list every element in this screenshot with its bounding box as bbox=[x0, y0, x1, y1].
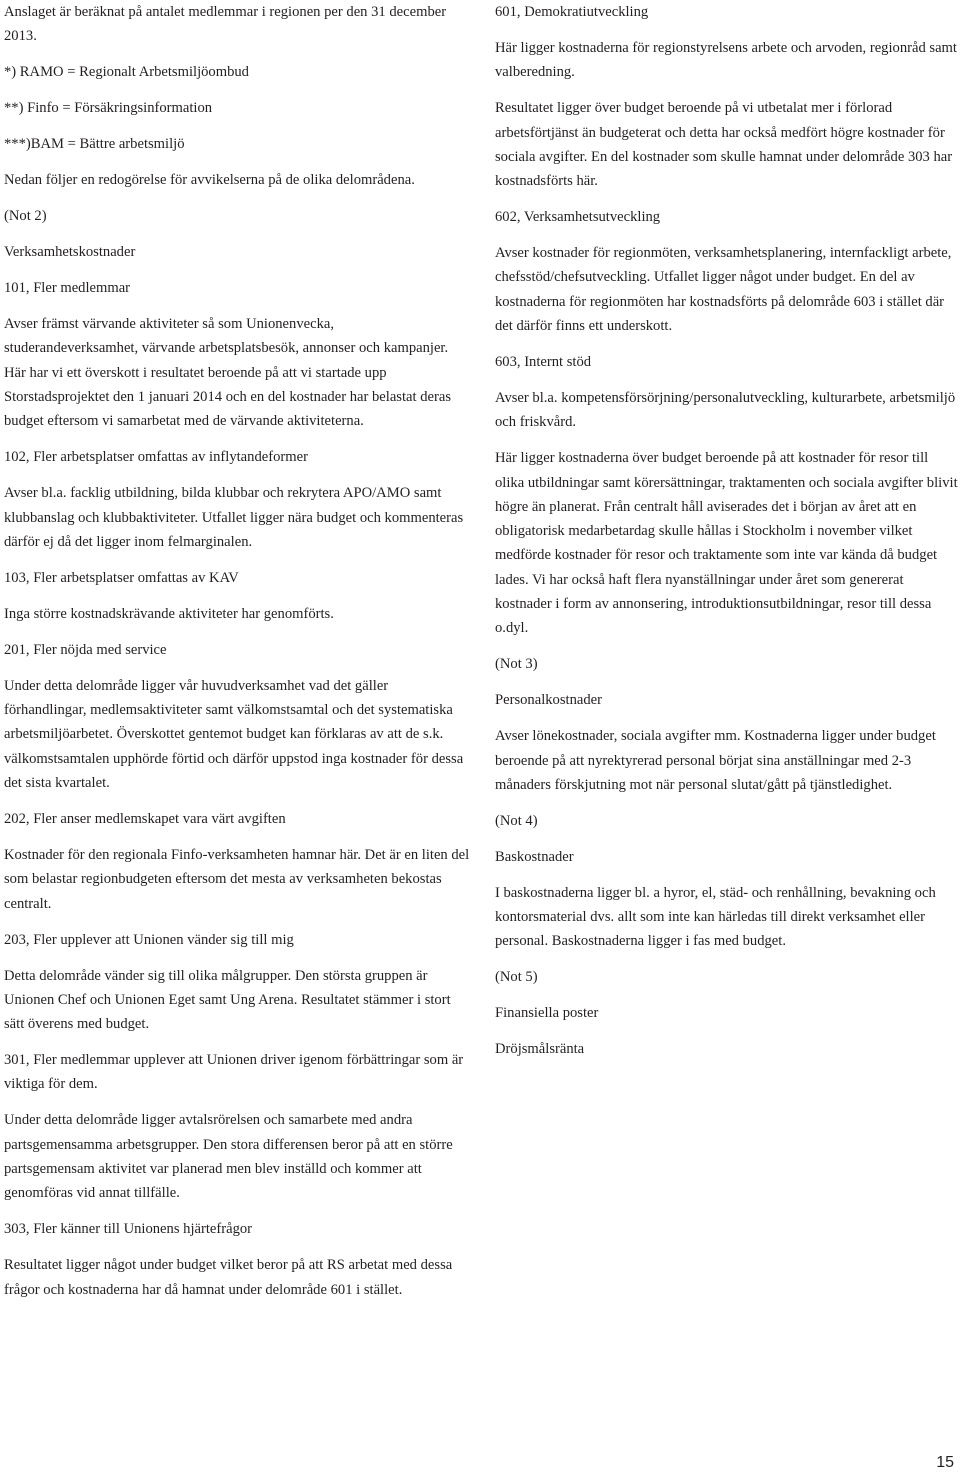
right-text-column bbox=[495, 0, 960, 1073]
paragraph: Dröjsmålsränta bbox=[495, 1041, 585, 1058]
section-heading: Baskostnader bbox=[495, 848, 574, 865]
section-heading: Finansiella poster bbox=[495, 1005, 599, 1022]
note-label: (Not 2) bbox=[4, 208, 47, 225]
paragraph: Avser kostnader för regionmöten, verksamhetsplanering, internfackligt arbete, chefsstöd/chefsutveckling. Utfallet ligger något under budget. En del av kostnaderna för regionmöten har kostnadsförts på delområde 603 i stället där det därför finns ett underskott. bbox=[495, 245, 952, 335]
subsection-heading: 101, Fler medlemmar bbox=[4, 280, 131, 297]
paragraph: Nedan följer en redogörelse för avvikelserna på de olika delområdena. bbox=[4, 172, 415, 189]
subsection-heading: 203, Fler upplever att Unionen vänder sig till mig bbox=[4, 931, 294, 948]
paragraph: Här ligger kostnaderna för regionstyrelsens arbete och arvoden, regionråd samt valberedning. bbox=[495, 39, 957, 81]
note-label: (Not 3) bbox=[495, 656, 538, 673]
paragraph: I baskostnaderna ligger bl. a hyror, el, städ- och renhållning, bevakning och kontorsmaterial dvs. allt som inte kan härledas till direkt verksamhet eller personal. Baskostnaderna ligger i fas med budget. bbox=[495, 884, 936, 950]
subsection-heading: 103, Fler arbetsplatser omfattas av KAV bbox=[4, 569, 239, 586]
subsection-heading: 601, Demokratiutveckling bbox=[495, 4, 649, 20]
note-label: (Not 4) bbox=[495, 812, 538, 829]
note-label: (Not 5) bbox=[495, 969, 538, 986]
left-text-column bbox=[4, 0, 470, 1314]
paragraph: Avser främst värvande aktiviteter så som Unionenvecka, studerandeverksamhet, värvande arbetsplatsbesök, annonser och kampanjer. Här har vi ett överskott i resultatet beroende på att vi startade upp Storstadsprojektet den 1 januari 2014 och en del kostnader har belastat deras budget eftersom vi samarbetat med de värvande aktiviteterna. bbox=[4, 316, 451, 430]
paragraph: Kostnader för den regionala Finfo-verksamheten hamnar här. Det är en liten del som belastar regionbudgeten eftersom det mesta av verksamheten bekostas centralt. bbox=[4, 847, 470, 912]
paragraph: Avser bl.a. facklig utbildning, bilda klubbar och rekrytera APO/AMO samt klubbanslag och klubbaktiviteter. Utfallet ligger nära budget och kommenteras därför ej då det ligger inom felmarginalen. bbox=[4, 485, 464, 550]
paragraph: Resultatet ligger något under budget vilket beror på att RS arbetat med dessa frågor och kostnaderna har då hamnat under delområde 601 i stället. bbox=[4, 1257, 453, 1298]
subsection-heading: 303, Fler känner till Unionens hjärtefrågor bbox=[4, 1221, 253, 1238]
paragraph: Avser lönekostnader, sociala avgifter mm. Kostnaderna ligger under budget beroende på att nyrektyrerad personal börjat sina anställningar med 2-3 månaders förskjutning mot när personal slutat/gått på tjänstledighet. bbox=[495, 728, 936, 793]
paragraph: Resultatet ligger över budget beroende på vi utbetalat mer i förlorad arbetsförtjänst än budgeterat och detta har också medfört högre kostnader för sociala avgifter. En del kostnader som skulle hamnat under delområde 303 har kostnadsförts här. bbox=[495, 100, 953, 190]
subsection-heading: 603, Internt stöd bbox=[495, 354, 592, 370]
subsection-heading: 102, Fler arbetsplatser omfattas av inflytandeformer bbox=[4, 449, 308, 466]
paragraph: **) Finfo = Försäkringsinformation bbox=[4, 100, 213, 117]
subsection-heading: 201, Fler nöjda med service bbox=[4, 641, 167, 658]
paragraph: Under detta delområde ligger avtalsrörelsen och samarbete med andra partsgemensamma arbetsgrupper. Den stora differensen beror på att en större partsgemensam aktivitet var planerad men blev inställd och kommer att genomföras vid annat tillfälle. bbox=[4, 1112, 453, 1202]
paragraph: ***)BAM = Bättre arbetsmiljö bbox=[4, 136, 185, 153]
subsection-heading: 301, Fler medlemmar upplever att Unionen driver igenom förbättringar som är viktiga för dem. bbox=[4, 1052, 464, 1093]
page-number: 15 bbox=[936, 1454, 954, 1471]
paragraph: Inga större kostnadskrävande aktiviteter har genomförts. bbox=[4, 605, 334, 622]
paragraph: Avser bl.a. kompetensförsörjning/personalutveckling, kulturarbete, arbetsmiljö och friskvård. bbox=[495, 389, 956, 431]
section-heading: Verksamhetskostnader bbox=[4, 244, 136, 261]
paragraph: Anslaget är beräknat på antalet medlemmar i regionen per den 31 december 2013. bbox=[4, 4, 447, 45]
paragraph: Under detta delområde ligger vår huvudverksamhet vad det gäller förhandlingar, medlemsaktiviteter samt välkomstsamtal och det systematiska arbetsmiljöarbetet. Överskottet gentemot budget kan förklaras av att de s.k. välkomstsamtalen upphörde förtid och därför uppstod inga kostnader för dessa det sista kvartalet. bbox=[4, 677, 464, 792]
section-heading: Personalkostnader bbox=[495, 692, 602, 709]
paragraph: Detta delområde vänder sig till olika målgrupper. Den största gruppen är Unionen Chef och Unionen Eget samt Ung Arena. Resultatet stämmer i stort sätt överens med budget. bbox=[4, 967, 451, 1033]
paragraph: Här ligger kostnaderna över budget beroende på att kostnader för resor till olika utbildningar samt körersättningar, traktamenten och sociala avgifter blivit högre än planerat. Från centralt håll aviserades det i början av året att en obligatorisk medarbetardag skulle hållas i Stockholm i november vilket medförde kostnader för resor och traktamente som inte var kända då budget lades. Vi har också haft flera nyanställningar under året som genererat kostnader i form av annonsering, introduktionsutbildningar, resor till dessa o.dyl. bbox=[495, 450, 958, 637]
subsection-heading: 202, Fler anser medlemskapet vara värt avgiften bbox=[4, 811, 286, 828]
paragraph: *) RAMO = Regionalt Arbetsmiljöombud bbox=[4, 64, 249, 81]
subsection-heading: 602, Verksamhetsutveckling bbox=[495, 209, 661, 226]
